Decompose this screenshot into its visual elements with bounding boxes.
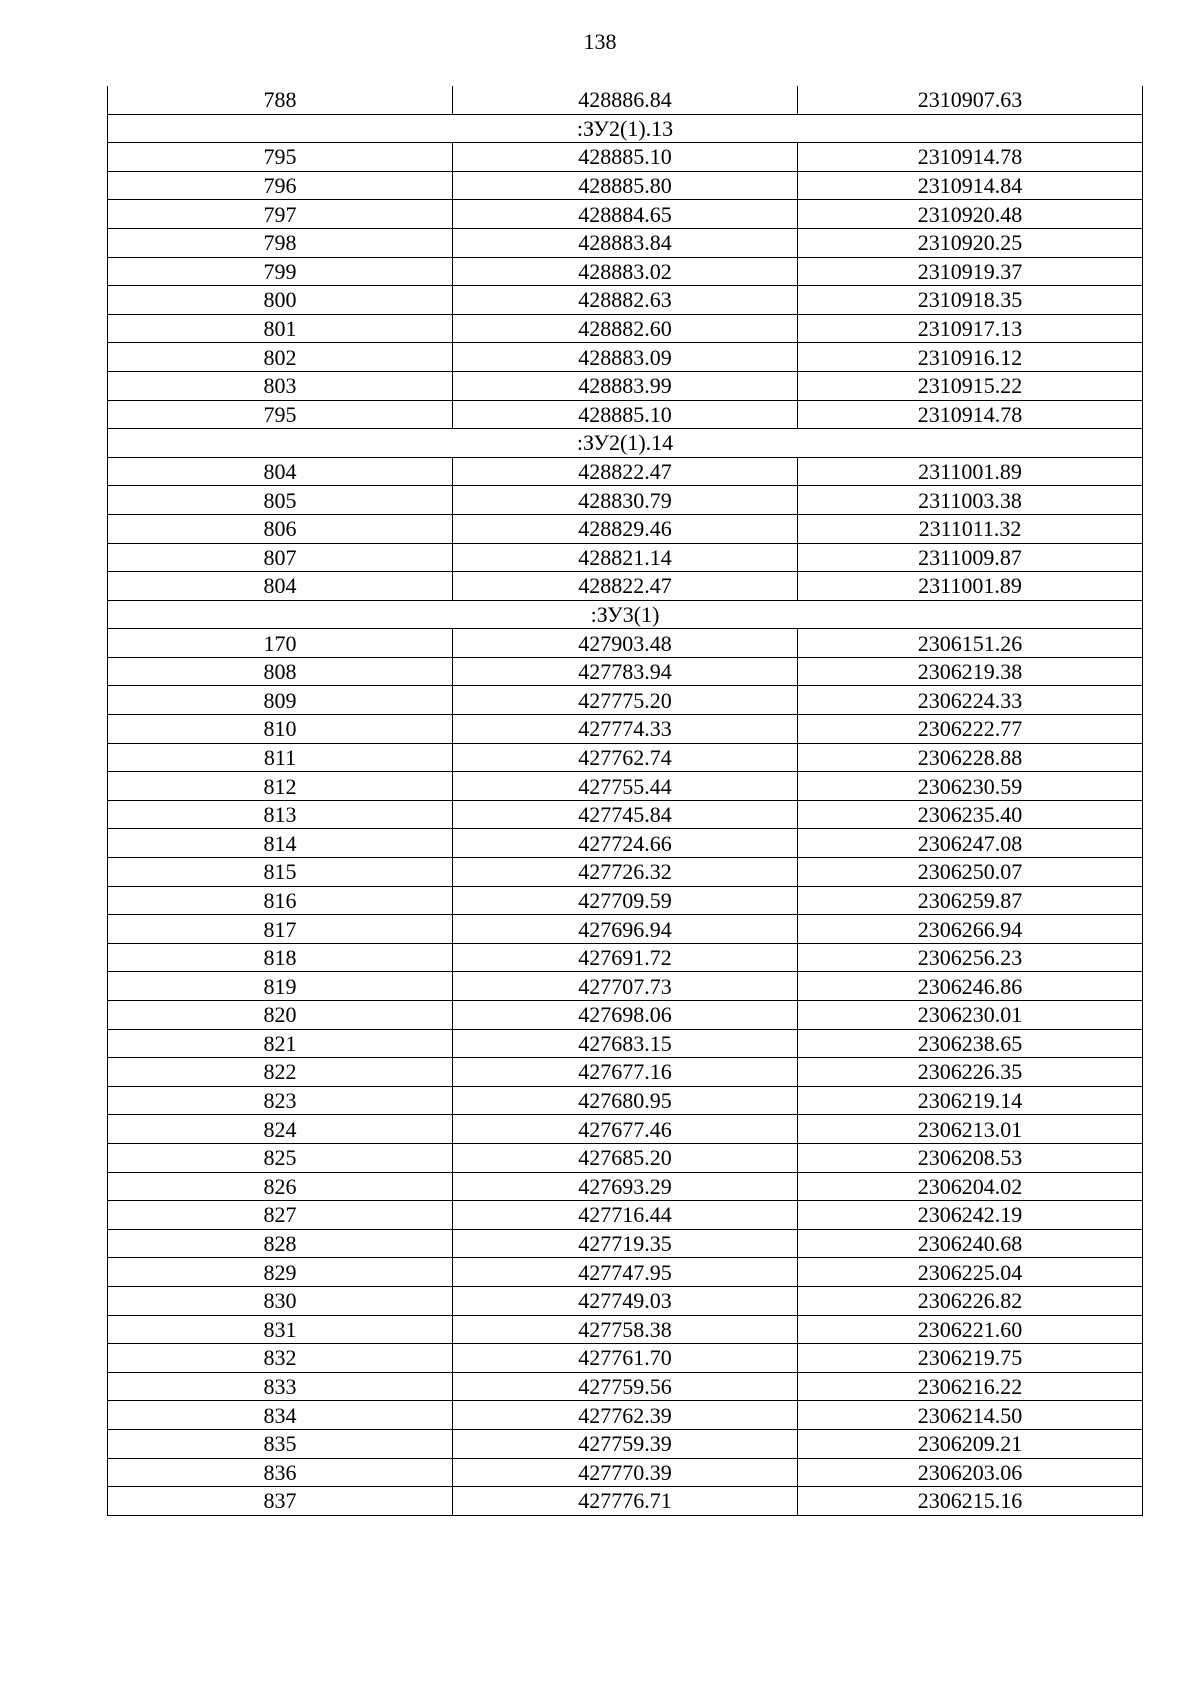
section-header-row xyxy=(108,114,1143,143)
x-coordinate-cell: 427696.94 xyxy=(453,915,798,944)
point-number-cell: 818 xyxy=(108,943,453,972)
x-coordinate-cell: 427745.84 xyxy=(453,800,798,829)
table-row xyxy=(108,1401,1143,1430)
y-coordinate-cell: 2306250.07 xyxy=(798,858,1143,887)
table-row xyxy=(108,829,1143,858)
table-row xyxy=(108,1086,1143,1115)
y-coordinate-cell: 2306226.82 xyxy=(798,1286,1143,1315)
y-coordinate-cell: 2306214.50 xyxy=(798,1401,1143,1430)
point-number-cell: 804 xyxy=(108,457,453,486)
table-row xyxy=(108,1001,1143,1030)
y-coordinate-cell: 2306238.65 xyxy=(798,1029,1143,1058)
section-label: :ЗУ2(1).13 xyxy=(108,114,1143,143)
table-row xyxy=(108,1429,1143,1458)
x-coordinate-cell: 427759.39 xyxy=(453,1429,798,1458)
y-coordinate-cell: 2311003.38 xyxy=(798,486,1143,515)
y-coordinate-cell: 2306219.75 xyxy=(798,1344,1143,1373)
x-coordinate-cell: 427693.29 xyxy=(453,1172,798,1201)
x-coordinate-cell: 428885.10 xyxy=(453,143,798,172)
point-number-cell: 800 xyxy=(108,286,453,315)
coordinates-table-body xyxy=(108,86,1143,1515)
table-row xyxy=(108,743,1143,772)
x-coordinate-cell: 428821.14 xyxy=(453,543,798,572)
x-coordinate-cell: 428886.84 xyxy=(453,86,798,114)
table-row xyxy=(108,886,1143,915)
x-coordinate-cell: 428883.09 xyxy=(453,343,798,372)
table-row xyxy=(108,943,1143,972)
x-coordinate-cell: 427755.44 xyxy=(453,772,798,801)
point-number-cell: 795 xyxy=(108,400,453,429)
point-number-cell: 808 xyxy=(108,657,453,686)
table-row xyxy=(108,143,1143,172)
x-coordinate-cell: 427776.71 xyxy=(453,1487,798,1516)
x-coordinate-cell: 428822.47 xyxy=(453,572,798,601)
x-coordinate-cell: 427762.74 xyxy=(453,743,798,772)
point-number-cell: 832 xyxy=(108,1344,453,1373)
table-row xyxy=(108,715,1143,744)
point-number-cell: 170 xyxy=(108,629,453,658)
point-number-cell: 805 xyxy=(108,486,453,515)
table-row xyxy=(108,1458,1143,1487)
table-row xyxy=(108,1201,1143,1230)
table-row xyxy=(108,486,1143,515)
point-number-cell: 836 xyxy=(108,1458,453,1487)
point-number-cell: 811 xyxy=(108,743,453,772)
point-number-cell: 799 xyxy=(108,257,453,286)
y-coordinate-cell: 2306266.94 xyxy=(798,915,1143,944)
point-number-cell: 797 xyxy=(108,200,453,229)
section-label: :ЗУ2(1).14 xyxy=(108,429,1143,458)
y-coordinate-cell: 2306203.06 xyxy=(798,1458,1143,1487)
point-number-cell: 801 xyxy=(108,314,453,343)
table-row xyxy=(108,371,1143,400)
point-number-cell: 795 xyxy=(108,143,453,172)
point-number-cell: 827 xyxy=(108,1201,453,1230)
y-coordinate-cell: 2306256.23 xyxy=(798,943,1143,972)
y-coordinate-cell: 2306222.77 xyxy=(798,715,1143,744)
x-coordinate-cell: 427677.46 xyxy=(453,1115,798,1144)
table-row xyxy=(108,343,1143,372)
x-coordinate-cell: 428883.02 xyxy=(453,257,798,286)
x-coordinate-cell: 427759.56 xyxy=(453,1372,798,1401)
x-coordinate-cell: 428885.10 xyxy=(453,400,798,429)
y-coordinate-cell: 2306235.40 xyxy=(798,800,1143,829)
point-number-cell: 835 xyxy=(108,1429,453,1458)
table-row xyxy=(108,1344,1143,1373)
x-coordinate-cell: 427761.70 xyxy=(453,1344,798,1373)
y-coordinate-cell: 2310917.13 xyxy=(798,314,1143,343)
y-coordinate-cell: 2310914.78 xyxy=(798,143,1143,172)
y-coordinate-cell: 2310916.12 xyxy=(798,343,1143,372)
y-coordinate-cell: 2311001.89 xyxy=(798,457,1143,486)
y-coordinate-cell: 2306219.14 xyxy=(798,1086,1143,1115)
table-row xyxy=(108,1315,1143,1344)
table-row xyxy=(108,629,1143,658)
point-number-cell: 806 xyxy=(108,514,453,543)
y-coordinate-cell: 2306213.01 xyxy=(798,1115,1143,1144)
y-coordinate-cell: 2310915.22 xyxy=(798,371,1143,400)
point-number-cell: 812 xyxy=(108,772,453,801)
table-row xyxy=(108,1286,1143,1315)
y-coordinate-cell: 2306204.02 xyxy=(798,1172,1143,1201)
table-row xyxy=(108,1487,1143,1516)
x-coordinate-cell: 427762.39 xyxy=(453,1401,798,1430)
point-number-cell: 798 xyxy=(108,228,453,257)
point-number-cell: 814 xyxy=(108,829,453,858)
y-coordinate-cell: 2306221.60 xyxy=(798,1315,1143,1344)
table-row xyxy=(108,686,1143,715)
x-coordinate-cell: 427698.06 xyxy=(453,1001,798,1030)
point-number-cell: 825 xyxy=(108,1143,453,1172)
section-label: :ЗУ3(1) xyxy=(108,600,1143,629)
point-number-cell: 837 xyxy=(108,1487,453,1516)
table-row xyxy=(108,514,1143,543)
table-row xyxy=(108,286,1143,315)
table-row xyxy=(108,915,1143,944)
table-row xyxy=(108,1172,1143,1201)
point-number-cell: 813 xyxy=(108,800,453,829)
point-number-cell: 788 xyxy=(108,86,453,114)
y-coordinate-cell: 2311009.87 xyxy=(798,543,1143,572)
point-number-cell: 815 xyxy=(108,858,453,887)
point-number-cell: 824 xyxy=(108,1115,453,1144)
page-number: 138 xyxy=(583,29,617,54)
x-coordinate-cell: 428882.63 xyxy=(453,286,798,315)
y-coordinate-cell: 2310907.63 xyxy=(798,86,1143,114)
x-coordinate-cell: 428829.46 xyxy=(453,514,798,543)
y-coordinate-cell: 2306240.68 xyxy=(798,1229,1143,1258)
point-number-cell: 803 xyxy=(108,371,453,400)
y-coordinate-cell: 2306259.87 xyxy=(798,886,1143,915)
y-coordinate-cell: 2306219.38 xyxy=(798,657,1143,686)
y-coordinate-cell: 2310920.25 xyxy=(798,228,1143,257)
point-number-cell: 823 xyxy=(108,1086,453,1115)
x-coordinate-cell: 427677.16 xyxy=(453,1058,798,1087)
y-coordinate-cell: 2306216.22 xyxy=(798,1372,1143,1401)
point-number-cell: 826 xyxy=(108,1172,453,1201)
table-row xyxy=(108,1258,1143,1287)
table-row xyxy=(108,171,1143,200)
point-number-cell: 809 xyxy=(108,686,453,715)
y-coordinate-cell: 2306242.19 xyxy=(798,1201,1143,1230)
y-coordinate-cell: 2306151.26 xyxy=(798,629,1143,658)
point-number-cell: 828 xyxy=(108,1229,453,1258)
y-coordinate-cell: 2306228.88 xyxy=(798,743,1143,772)
point-number-cell: 821 xyxy=(108,1029,453,1058)
x-coordinate-cell: 428885.80 xyxy=(453,171,798,200)
point-number-cell: 833 xyxy=(108,1372,453,1401)
table-row xyxy=(108,1229,1143,1258)
y-coordinate-cell: 2310914.78 xyxy=(798,400,1143,429)
table-row xyxy=(108,1029,1143,1058)
point-number-cell: 796 xyxy=(108,171,453,200)
x-coordinate-cell: 428822.47 xyxy=(453,457,798,486)
point-number-cell: 829 xyxy=(108,1258,453,1287)
y-coordinate-cell: 2306209.21 xyxy=(798,1429,1143,1458)
table-row xyxy=(108,657,1143,686)
table-row xyxy=(108,800,1143,829)
y-coordinate-cell: 2306224.33 xyxy=(798,686,1143,715)
x-coordinate-cell: 427749.03 xyxy=(453,1286,798,1315)
x-coordinate-cell: 428883.84 xyxy=(453,228,798,257)
point-number-cell: 810 xyxy=(108,715,453,744)
table-row xyxy=(108,228,1143,257)
x-coordinate-cell: 427747.95 xyxy=(453,1258,798,1287)
x-coordinate-cell: 428884.65 xyxy=(453,200,798,229)
y-coordinate-cell: 2306225.04 xyxy=(798,1258,1143,1287)
table-row xyxy=(108,257,1143,286)
x-coordinate-cell: 427783.94 xyxy=(453,657,798,686)
x-coordinate-cell: 428883.99 xyxy=(453,371,798,400)
table-row xyxy=(108,572,1143,601)
table-row xyxy=(108,772,1143,801)
table-row xyxy=(108,543,1143,572)
x-coordinate-cell: 427691.72 xyxy=(453,943,798,972)
table-row xyxy=(108,858,1143,887)
x-coordinate-cell: 427716.44 xyxy=(453,1201,798,1230)
table-row xyxy=(108,86,1143,114)
x-coordinate-cell: 427770.39 xyxy=(453,1458,798,1487)
x-coordinate-cell: 427726.32 xyxy=(453,858,798,887)
x-coordinate-cell: 427903.48 xyxy=(453,629,798,658)
x-coordinate-cell: 427774.33 xyxy=(453,715,798,744)
coordinates-table xyxy=(107,86,1143,1516)
point-number-cell: 819 xyxy=(108,972,453,1001)
y-coordinate-cell: 2306230.01 xyxy=(798,1001,1143,1030)
point-number-cell: 817 xyxy=(108,915,453,944)
y-coordinate-cell: 2306246.86 xyxy=(798,972,1143,1001)
section-header-row xyxy=(108,600,1143,629)
table-row xyxy=(108,400,1143,429)
y-coordinate-cell: 2306215.16 xyxy=(798,1487,1143,1516)
y-coordinate-cell: 2306208.53 xyxy=(798,1143,1143,1172)
x-coordinate-cell: 428830.79 xyxy=(453,486,798,515)
y-coordinate-cell: 2310919.37 xyxy=(798,257,1143,286)
x-coordinate-cell: 427685.20 xyxy=(453,1143,798,1172)
section-header-row xyxy=(108,429,1143,458)
x-coordinate-cell: 428882.60 xyxy=(453,314,798,343)
table-row xyxy=(108,1372,1143,1401)
x-coordinate-cell: 427719.35 xyxy=(453,1229,798,1258)
x-coordinate-cell: 427709.59 xyxy=(453,886,798,915)
point-number-cell: 816 xyxy=(108,886,453,915)
table-row xyxy=(108,972,1143,1001)
point-number-cell: 802 xyxy=(108,343,453,372)
point-number-cell: 820 xyxy=(108,1001,453,1030)
x-coordinate-cell: 427680.95 xyxy=(453,1086,798,1115)
x-coordinate-cell: 427775.20 xyxy=(453,686,798,715)
x-coordinate-cell: 427707.73 xyxy=(453,972,798,1001)
y-coordinate-cell: 2306230.59 xyxy=(798,772,1143,801)
table-row xyxy=(108,1143,1143,1172)
point-number-cell: 807 xyxy=(108,543,453,572)
y-coordinate-cell: 2311011.32 xyxy=(798,514,1143,543)
point-number-cell: 804 xyxy=(108,572,453,601)
y-coordinate-cell: 2310920.48 xyxy=(798,200,1143,229)
y-coordinate-cell: 2311001.89 xyxy=(798,572,1143,601)
y-coordinate-cell: 2306226.35 xyxy=(798,1058,1143,1087)
table-row xyxy=(108,1115,1143,1144)
y-coordinate-cell: 2310918.35 xyxy=(798,286,1143,315)
table-row xyxy=(108,314,1143,343)
point-number-cell: 834 xyxy=(108,1401,453,1430)
table-row xyxy=(108,457,1143,486)
x-coordinate-cell: 427758.38 xyxy=(453,1315,798,1344)
point-number-cell: 822 xyxy=(108,1058,453,1087)
table-row xyxy=(108,1058,1143,1087)
point-number-cell: 831 xyxy=(108,1315,453,1344)
table-row xyxy=(108,200,1143,229)
point-number-cell: 830 xyxy=(108,1286,453,1315)
y-coordinate-cell: 2306247.08 xyxy=(798,829,1143,858)
y-coordinate-cell: 2310914.84 xyxy=(798,171,1143,200)
x-coordinate-cell: 427724.66 xyxy=(453,829,798,858)
x-coordinate-cell: 427683.15 xyxy=(453,1029,798,1058)
